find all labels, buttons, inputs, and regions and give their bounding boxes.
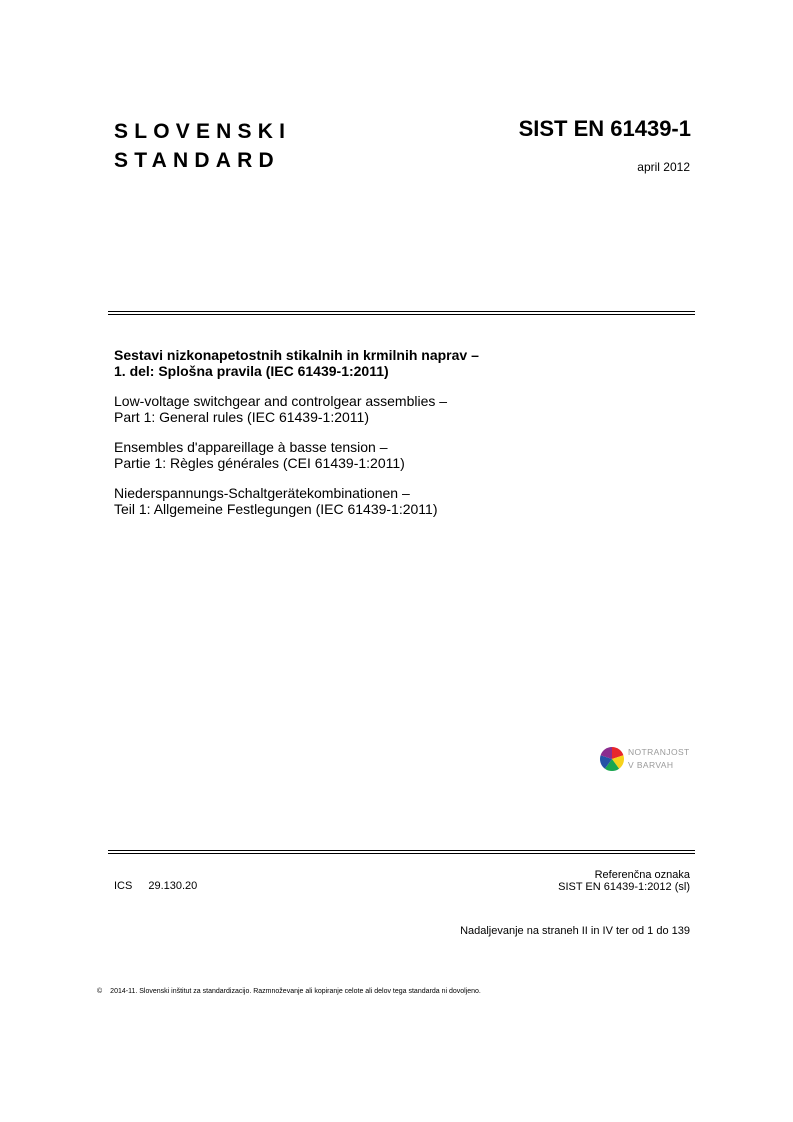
standard-number: SIST EN 61439-1	[518, 116, 691, 141]
color-interior-label-line1: NOTRANJOST	[628, 747, 690, 757]
title-german	[114, 485, 674, 517]
publication-date: april 2012	[637, 160, 690, 174]
page-continuation-note: Nadaljevanje na straneh II in IV ter od 1 do 139	[460, 925, 690, 937]
title-german-line2: Teil 1: Allgemeine Festlegungen (IEC 61439-1:2011)	[114, 501, 438, 517]
issuer-name	[114, 117, 291, 175]
issuer-name-line1: SLOVENSKI	[114, 120, 292, 143]
title-slovenian-line1: Sestavi nizkonapetostnih stikalnih in krmilnih naprav –	[114, 347, 479, 363]
color-wheel-icon	[599, 746, 625, 772]
title-french-line1: Ensembles d'appareillage à basse tension –	[114, 439, 388, 455]
title-slovenian-line2: 1. del: Splošna pravila (IEC 61439-1:2011)	[114, 363, 389, 379]
bottom-divider	[108, 850, 695, 854]
color-interior-label-line2: V BARVAH	[628, 760, 674, 770]
color-interior-label	[628, 746, 690, 772]
title-english-line2: Part 1: General rules (IEC 61439-1:2011)	[114, 409, 369, 425]
title-french	[114, 439, 674, 471]
reference-label: Referenčna oznaka	[594, 869, 690, 881]
top-divider	[108, 311, 695, 315]
title-english-line1: Low-voltage switchgear and controlgear assemblies –	[114, 393, 448, 409]
title-german-line1: Niederspannungs-Schaltgerätekombinationen –	[114, 485, 410, 501]
ics-classification	[114, 880, 197, 892]
title-french-line2: Partie 1: Règles générales (CEI 61439-1:2011)	[114, 455, 405, 471]
title-section	[114, 347, 674, 531]
title-english	[114, 393, 674, 425]
copyright-symbol: ©	[97, 988, 103, 995]
ics-code: 29.130.20	[148, 880, 198, 892]
reference-designation	[558, 869, 690, 893]
issuer-name-line2: STANDARD	[114, 149, 280, 172]
ics-label: ICS	[114, 880, 133, 892]
reference-value: SIST EN 61439-1:2012 (sl)	[558, 881, 690, 893]
copyright-notice	[97, 988, 481, 995]
copyright-text: 2014-11. Slovenski inštitut za standardizacijo. Razmnoževanje ali kopiranje celote ali delov tega standarda ni dovoljeno.	[110, 988, 481, 995]
title-slovenian	[114, 347, 674, 379]
